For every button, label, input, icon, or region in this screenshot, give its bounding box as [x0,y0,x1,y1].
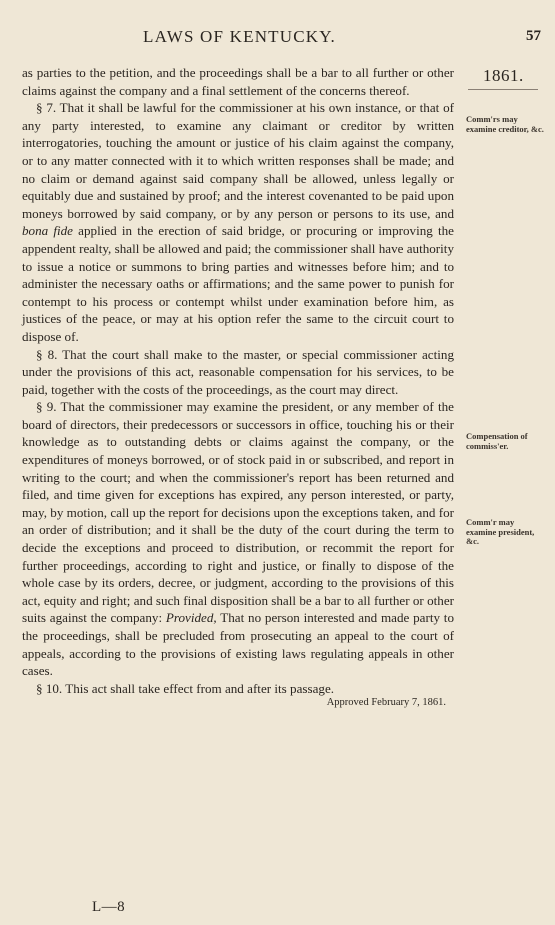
approval-date: Approved February 7, 1861. [326,697,446,709]
section-7-text-b: applied in the erection of said bridge, or procuring or improving the appendent realty, shall be allowed and paid; the commissioner shall have authority to issue a notice or summons to bring parties and witnesses before him; and to administer the necessary oaths or affirmations; and the same power to punish for contempt to his process or contempt whilst under examination before him, as justices of the peace, or may at his option refer the same to the circuit court to dispose of. [22,223,454,344]
signature-mark: L—8 [92,899,126,915]
section-7-text-a: § 7. That it shall be lawful for the commissioner at his own instance, or that of any party interested, to examine any claimant or creditor by written interrogatories, touching the amount or justice of his claim against the company, or to any matter connected with it to which written responses shall be made; and no claim or demand against said company shall be allowed, unless legally or equitably due and sustained by proof; and the interest covenanted to be paid upon moneys borrowed by said company, or by any person or persons to its use, and [22,100,454,221]
section-7 [22,99,454,345]
section-9-text-a: § 9. That the commissioner may examine the president, or any member of the board of directors, their predecessors or successors in office, touching his or their knowledge as to outstanding debts or claims against the company, or the expenditures of moneys borrowed, or of stock paid in or subscribed, and report in writing to the court; and when the commissioner's report has been returned and filed, and time given for exceptions has expired, any person interested, or party, may, by motion, call up the report for decisions upon the exceptions taken, and for an order of distribution; and it shall be the duty of the court during the term to decide the exceptions and proceed to distribution, or recommit the report for further proceedings, according to right and justice, or finally to dispose of the whole case by its orders, decree, or judgment, according to the provisions of this act, equity and right; and such final disposition shall be a bar to all further or other suits against the company: [22,399,454,626]
running-head [0,27,555,47]
section-7-italic: bona fide [22,223,73,239]
paragraph-continuation: as parties to the petition, and the proceedings shall be a bar to all further or other claims against the company and a final settlement of the concerns thereof. [22,65,454,98]
margin-note-section-7: Comm'rs may examine creditor, &c. [466,114,544,134]
page-number: 57 [526,28,541,44]
section-10: § 10. This act shall take effect from and after its passage. [36,680,335,696]
margin-note-section-8: Compensation of commiss'er. [466,431,528,451]
section-8: § 8. That the court shall make to the master, or special commissioner acting under the provisions of this act, reasonable compensation for his services, to be paid, together with the costs of the proceedings, as the court may direct. [22,346,454,397]
section-9-italic: Provided, [165,610,217,626]
year-rule [468,89,538,90]
margin-note-section-9: Comm'r may examine president, &c. [466,517,535,547]
section-9-text-b: That no person interested and made party to the proceedings, shall be precluded from prosecuting an appeal to the court of appeals, according to the provisions of existing laws regulating appeals in other cases. [22,610,454,679]
year-marker: 1861. [483,66,524,85]
statute-body [22,64,454,709]
section-9 [22,398,454,680]
page-title: LAWS OF KENTUCKY. [143,27,336,46]
